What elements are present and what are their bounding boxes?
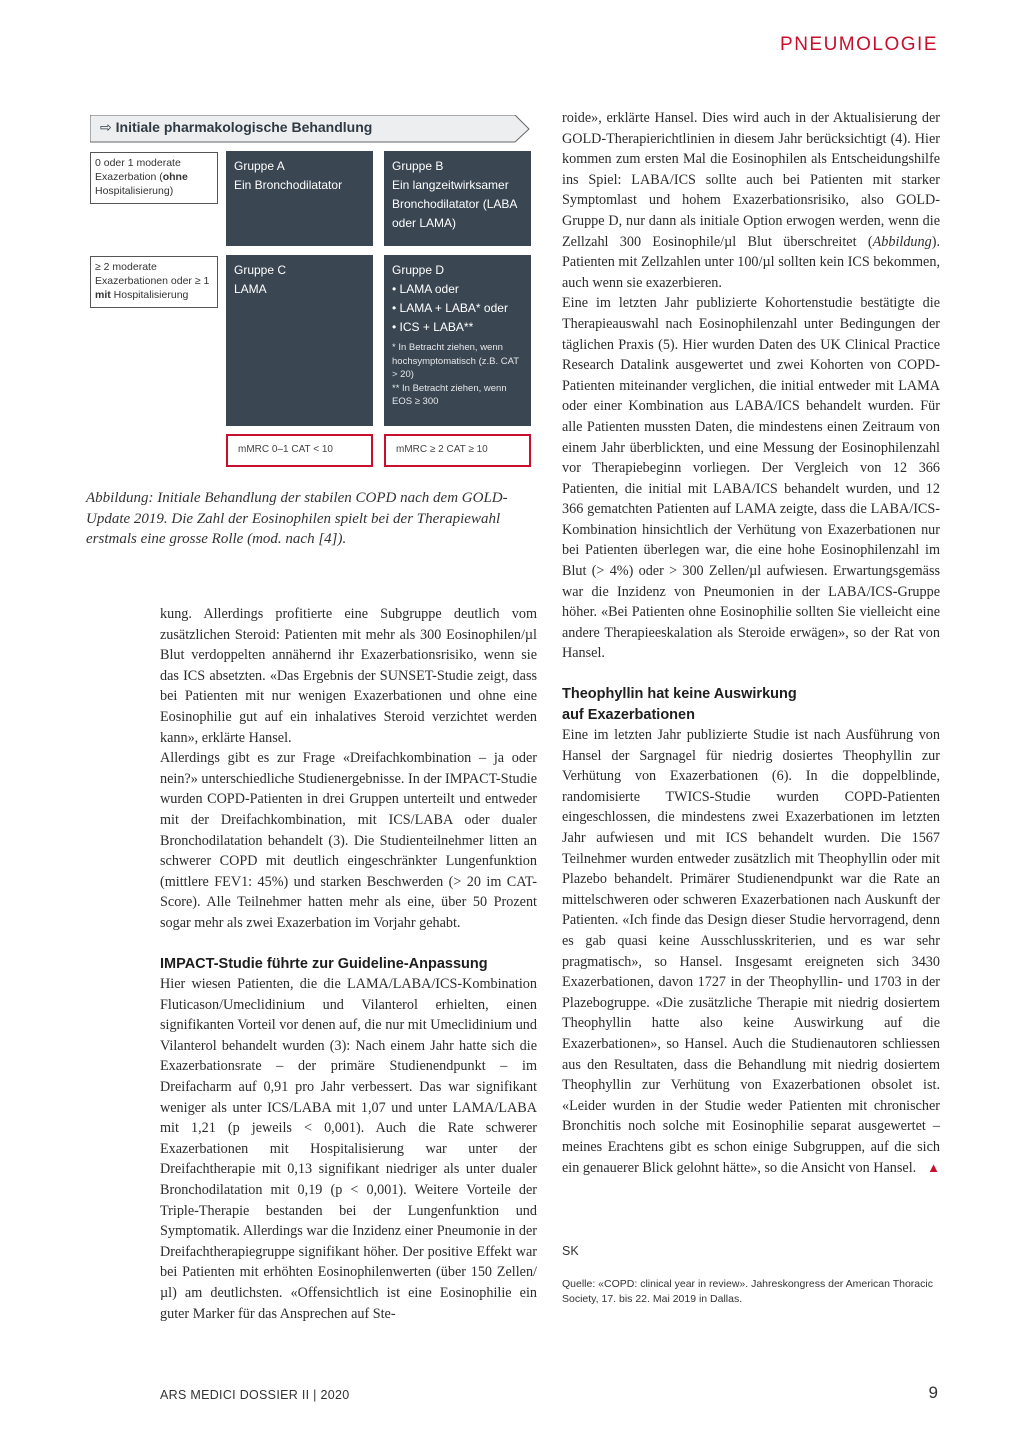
figure-caption: Abbildung: Initiale Behandlung der stabilen COPD nach dem GOLD-Update 2019. Die Zahl der Eosinophilen spielt bei der Therapiewahl erstmals eine grosse Rolle (mod. nach [4]). [86,490,508,547]
group-c-box [226,255,373,426]
body-paragraph: Allerdings gibt es zur Frage «Dreifachkombination – ja oder nein?» unterschiedliche Studienergebnisse. In der IMPACT-Studie wurden COPD-Patienten in drei Gruppen unterteilt und entweder mit der Dreifachkombination, mit ICS/LABA oder dualer Bronchodilatation behandelt (3). Die Studienteilnehmer litten an schwerer COPD mit deutlich eingeschränkter Lungenfunktion (mittlere FEV1: 45%) und starken Beschwerden (> 20 im CAT-Score). Alle Teilnehmer hatten mehr als eine, über 50 Prozent sogar mehr als zwei Exazerbation im Vorjahr gehabt. [160,750,537,931]
section-heading-theophyllin [562,684,940,725]
figure-banner [90,115,530,143]
row-label-high-risk [90,256,218,308]
body-paragraph [562,725,940,1178]
group-c-text: LAMA [234,282,267,296]
page-number: 9 [928,1383,938,1402]
row-label-bold: mit [95,289,111,301]
figure-title-text: Initiale pharmakologische Behandlung [115,119,373,135]
body-text: roide», erklärte Hansel. Dies wird auch in der Aktualisierung der GOLD-Therapierichtlinien in diesem Jahr berücksichtigt (4). Hier kommen zum ersten Mal die Eosinophilen als Entscheidungshilfe ins Spiel: LABA/ICS sollte auch bei Patienten mit starker Symptomlast und hohem Exazerbationsrisiko, also GOLD-Gruppe D, nur dann als initiale Option erwogen werden, wenn die Zellzahl 300 Eosinophile/µl Blut überschreitet ( [562,110,940,250]
body-text: Eine im letzten Jahr publizierte Studie ist nach Ausführung von Hansel der Sargnagel für niedrig dosiertes Theophyllin zur Verhütung von Exazerbationen (6). In die doppelblinde, randomisierte TWICS-Studie wurden COPD-Patienten eingeschlossen, die mindestens zwei Exazerbationen im letzten Jahr aufwiesen und mit ICS behandelt wurden. Die 1567 Teilnehmer wurden entweder zusätzlich mit Theophyllin oder mit Plazebo behandelt. Primärer Studienendpunkt war die Rate an mittelschweren oder schweren Exazerbationen nach Auskunft der Patienten. «Ich finde das Design dieser Studie hervorragend, denn es gab quasi keine Ausschlusskriterien, und es war sehr pragmatisch», so Hansel. Insgesamt ereigneten sich 3430 Exazerbationen, davon 1727 in der Theophyllin- und 1703 in der Plazebogruppe. «Die zusätzliche Therapie mit niedrig dosiertem Theophyllin hatte also keine Auswirkung auf die Exazerbationen», so Hansel. Auch die Studienautoren schliessen aus den Resultaten, dass die Behandlung mit niedrig dosiertem Theophyllin zur Verhütung von Exazerbationen obsolet ist. «Leider wurden in der Studie weder Patienten mit chronischer Bronchitis noch solche mit Eosinophilie separat ausgewertet – meines Erachtens gibt es schon einige Subgruppen, auf die sich ein genauerer Blick gelohnt hätte», so die Ansicht von Hansel. [562,727,940,1176]
arrow-right-icon: ⇨ [100,119,112,135]
source-note: Quelle: «COPD: clinical year in review». Jahreskongress der American Thoracic Society, 17. bis 22. Mai 2019 in Dallas. [562,1278,933,1305]
group-d-option: • LAMA oder [392,282,459,296]
group-b-text: Ein langzeitwirksamer Bronchodilatator (LABA oder LAMA) [392,178,517,230]
footer-journal: ARS MEDICI DOSSIER II | 2020 [160,1388,350,1402]
right-column [562,108,940,1178]
group-d-option: • LAMA + LABA* oder [392,301,508,315]
row-label-text: Hospitalisierung [110,289,189,301]
body-paragraph: Hier wiesen Patienten, die die LAMA/LABA/ICS-Kombination Fluticason/Umeclidinium und Vilanterol erhielten, einen signifikanten Vorteil vor denen auf, die nur mit Umeclidinium und Vilanterol behandelt wurden (3): Nach einem Jahr hatte sich die Exazerbationsrate – der primäre Studienendpunkt – im Dreifacharm auf 0,91 pro Jahr verbessert. Das war signifikant weniger als unter ICS/LABA mit 1,07 und unter LAMA/LABA mit 1,21 (p jeweils < 0,001). Auch die Rate schwerer Exazerbationen mit Hospitalisierung war unter der Dreifachtherapie mit 0,13 signifikant niedriger als unter dualer Bronchodilatation mit 0,19 (p < 0,001). Weitere Vorteile der Triple-Therapie bestanden bei der Lungenfunktion und Symptomatik. Allerdings war die Inzidenz einer Pneumonie in der Dreifachtherapiegruppe signifikant höher. Der positive Effekt war bei Patienten mit erhöhten Eosinophilenwerten (über 150 Zellen/µl) am deutlichsten. «Offensichtlich ist eine Eosinophilie ein guter Marker für das Ansprechen auf Ste- [160,976,537,1322]
heading-line: auf Exazerbationen [562,706,695,723]
mmrc-low-box: mMRC 0–1 CAT < 10 [226,434,373,467]
row-label-low-risk [90,152,218,204]
end-of-article-icon: ▲ [927,1159,940,1175]
body-paragraph: Eine im letzten Jahr publizierte Kohortenstudie bestätigte die Therapieauswahl nach Eosinophilenzahl unter Bedingungen der täglichen Praxis (5). Hier wurden Daten des UK Clinical Practice Research Datalink ausgewertet und zwei Kohorten von COPD-Patienten miteinander verglichen, die initial entweder mit LAMA oder einer Kombination aus LABA/ICS behandelt wurden. Für alle Patienten mussten Daten, die mindestens einen Zeitraum von einem Jahr überblickten, und eine Messung der Eosinophilenzahl vor Therapiebeginn vorliegen. Der Vergleich von 12 366 Patienten, die initial mit LABA/ICS behandelt wurden, und 12 366 gematchten Patienten auf LAMA zeigte, dass die LABA/ICS-Kombination hinsichtlich der Verhütung von Exazerbationen nur bei Patienten überlegen war, die eine hohe Eosinophilenzahl im Blut (> 4%) oder > 300 Zellen/µl aufwiesen. Erwartungsgemäss war die Inzidenz von Pneumonien in der LABA/ICS-Gruppe höher. «Bei Patienten ohne Eosinophilie sollten Sie vielleicht eine andere Therapieeskalation als Steroide erwägen», so der Rat von Hansel. [562,295,940,662]
section-header: PNEUMOLOGIE [780,34,938,55]
heading-line: Theophyllin hat keine Auswirkung [562,686,797,703]
section-heading-impact: IMPACT-Studie führte zur Guideline-Anpassung [160,955,488,972]
group-d-footnote-1: * In Betracht ziehen, wenn hochsymptomatisch (z.B. CAT > 20) [392,342,519,380]
group-d-footnote-2: ** In Betracht ziehen, wenn EOS ≥ 300 [392,382,507,407]
group-d-option: • ICS + LABA** [392,320,474,334]
group-b-box [384,151,531,246]
body-text: ). Patienten mit Zellzahlen unter 100/µl sollten kein ICS bekommen, auch wenn sie exazerbieren. [562,233,940,291]
figure-reference: Abbildung [872,233,932,250]
author-initials: SK [562,1244,579,1258]
body-paragraph [562,108,940,293]
row-label-text: Hospitalisierung) [95,185,174,197]
row-label-text: 0 oder 1 moderate Exazerbation ( [95,157,181,183]
group-a-box [226,151,373,246]
left-column [160,604,537,1324]
group-a-title: Gruppe A [234,159,285,173]
body-paragraph: kung. Allerdings profitierte eine Subgruppe deutlich vom zusätzlichen Steroid: Patienten mit mehr als 300 Eosinophilen/µl Blut verdoppelten annähernd ihr Exazerbationsrisiko, wenn sie das ICS absetzten. «Das Ergebnis der SUNSET-Studie zeigt, dass bei Patienten mit nur wenigen Exazerbationen und ohne eine Eosinophilie gut auf ein inhalatives Steroid verzichtet werden kann», erklärte Hansel. [160,606,537,746]
group-d-title: Gruppe D [392,263,445,277]
mmrc-high-box: mMRC ≥ 2 CAT ≥ 10 [384,434,531,467]
group-a-text: Ein Bronchodilatator [234,178,343,192]
figure-title [100,119,372,136]
group-b-title: Gruppe B [392,159,444,173]
group-d-box [384,255,531,426]
row-label-text: ≥ 2 moderate Exazerbationen oder ≥ 1 [95,261,210,287]
row-label-bold: ohne [162,171,188,183]
group-c-title: Gruppe C [234,263,287,277]
